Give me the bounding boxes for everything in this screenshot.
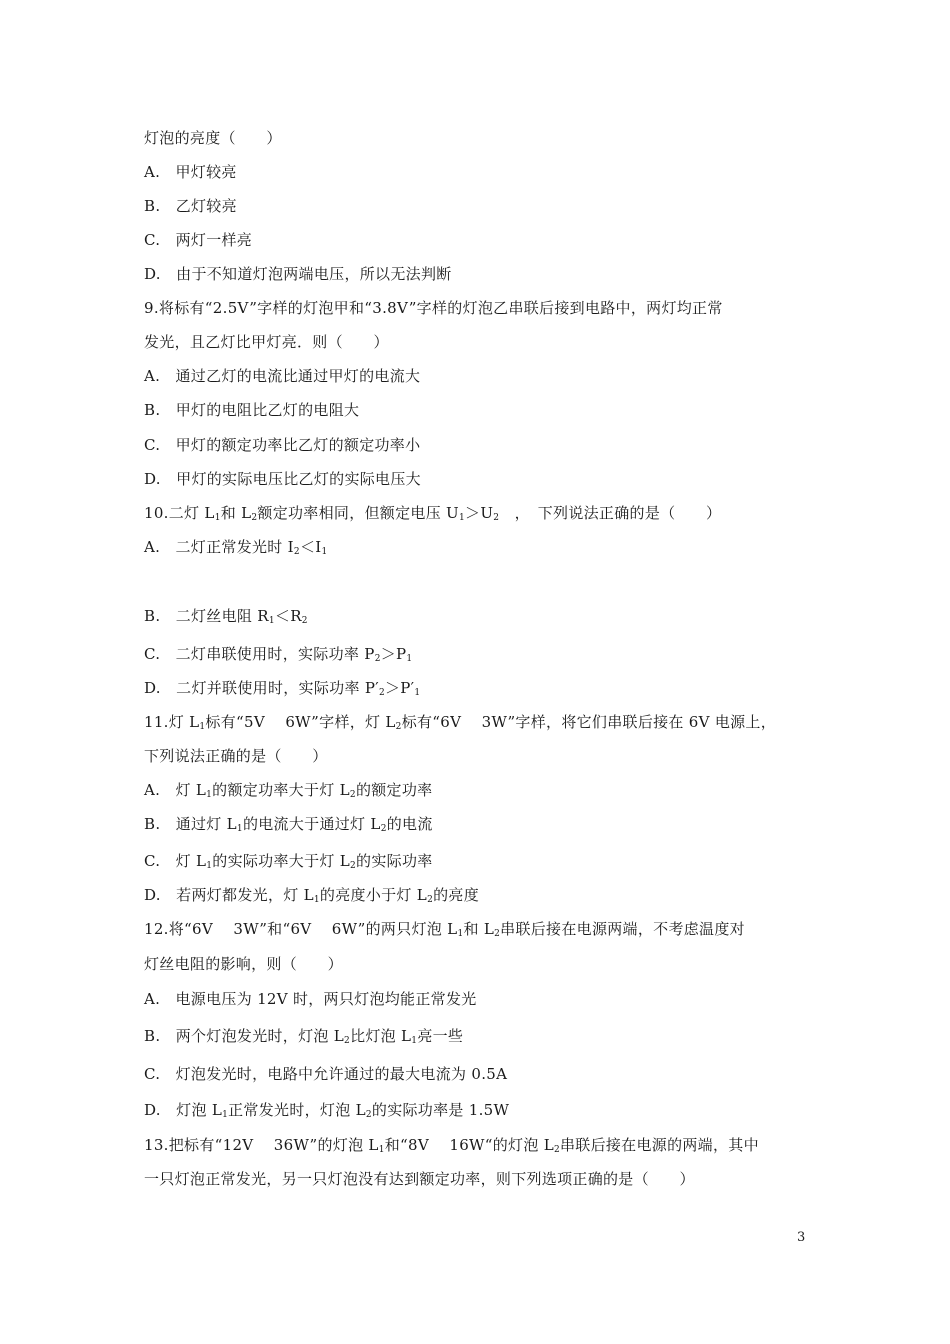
q9-option-b: B. 甲灯的电阻比乙灯的电阻大 (144, 401, 360, 419)
question-8-stem-end: 灯泡的亮度（ ） (144, 129, 282, 147)
q8-option-d: D. 由于不知道灯泡两端电压，所以无法判断 (144, 265, 452, 283)
q12-option-b: B. 两个灯泡发光时，灯泡 $L_2$比灯泡 $L_1$亮一些 (144, 1027, 464, 1046)
question-11-stem: 11.灯 $L_1$标有“5V 6W”字样，灯 $L_2$标有“6V 3W”字样，将它们串联后接在 6V 电源上， (144, 713, 777, 732)
q8-option-b: B. 乙灯较亮 (144, 197, 237, 215)
q11-option-b: B. 通过灯 $L_1$的电流大于通过灯 $L_2$的电流 (144, 815, 433, 834)
q8-option-c: C. 两灯一样亮 (144, 231, 253, 249)
q12-option-a: A. 电源电压为 12V 时，两只灯泡均能正常发光 (144, 990, 477, 1008)
question-13-stem-cont: 一只灯泡正常发光，另一只灯泡没有达到额定功率，则下列选项正确的是（ ） (144, 1170, 695, 1188)
q11-option-d: D. 若两灯都发光，灯 $L_1$的亮度小于灯 $L_2$的亮度 (144, 886, 479, 905)
q10-option-a: A. 二灯正常发光时 $I_2<I_1$ (144, 538, 328, 557)
q10-option-d: D. 二灯并联使用时，实际功率 $P'_2>P'_1$ (144, 679, 421, 698)
q12-option-d: D. 灯泡 $L_1$正常发光时，灯泡 $L_2$的实际功率是 1.5W (144, 1101, 510, 1120)
q10-option-b: B. 二灯丝电阻 $R_1<R_2$ (144, 607, 308, 626)
question-13-stem: 13.把标有“12V 36W”的灯泡 $L_1$和“8V 16W“的灯泡 $L_2$串联后接在电源的两端，其中 (144, 1136, 759, 1155)
question-12-stem-cont: 灯丝电阻的影响，则（ ） (144, 955, 343, 973)
q8-option-a: A. 甲灯较亮 (144, 163, 237, 181)
question-10-stem: 10.二灯 $L_1$和 $L_2$额定功率相同，但额定电压 $U_1>U_2$ ， 下列说法正确的是（ ） (144, 504, 722, 523)
question-9-stem: 9.将标有“2.5V”字样的灯泡甲和“3.8V”字样的灯泡乙串联后接到电路中，两灯均正常 (144, 299, 723, 317)
q9-option-a: A. 通过乙灯的电流比通过甲灯的电流大 (144, 367, 421, 385)
q12-option-c: C. 灯泡发光时，电路中允许通过的最大电流为 0.5A (144, 1065, 508, 1083)
question-12-stem: 12.将“6V 3W”和“6V 6W”的两只灯泡 $L_1$和 $L_2$串联后接在电源两端，不考虑温度对 (144, 920, 745, 939)
q10-option-c: C. 二灯串联使用时，实际功率 $P_2>P_1$ (144, 645, 413, 664)
question-9-stem-cont: 发光，且乙灯比甲灯亮．则（ ） (144, 333, 389, 351)
question-11-stem-cont: 下列说法正确的是（ ） (144, 747, 328, 765)
q11-option-a: A. 灯 $L_1$的额定功率大于灯 $L_2$的额定功率 (144, 781, 433, 800)
q9-option-d: D. 甲灯的实际电压比乙灯的实际电压大 (144, 470, 421, 488)
q11-option-c: C. 灯 $L_1$的实际功率大于灯 $L_2$的实际功率 (144, 852, 433, 871)
page-number: 3 (797, 1230, 806, 1245)
q9-option-c: C. 甲灯的额定功率比乙灯的额定功率小 (144, 436, 421, 454)
